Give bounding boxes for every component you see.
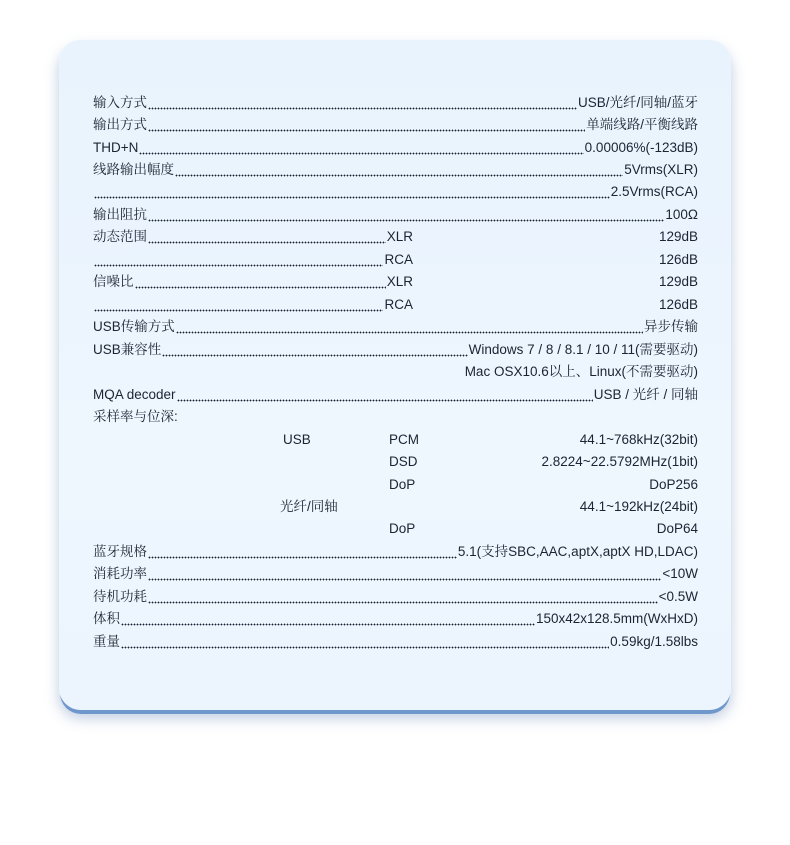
spec-value: <0.5W <box>658 589 698 604</box>
spec-label: 消耗功率 <box>93 566 147 581</box>
spec-value: 0.59kg/1.58lbs <box>610 634 698 649</box>
spec-label: MQA decoder <box>93 387 176 402</box>
sample-format: DoP <box>389 521 416 536</box>
spec-row-amplitude-rca <box>93 181 698 203</box>
spec-row-volume <box>93 608 698 630</box>
dot-leader <box>148 563 661 585</box>
sample-source: 光纤/同轴 <box>280 499 338 514</box>
spec-value: Mac OSX10.6以上、Linux(不需要驱动) <box>464 364 698 379</box>
dot-leader <box>121 631 609 653</box>
spec-label: USB兼容性 <box>93 342 162 357</box>
dot-leader <box>148 114 585 136</box>
spec-row-impedance <box>93 204 698 226</box>
spec-key: XLR <box>386 229 413 244</box>
dot-leader <box>94 294 383 316</box>
dot-leader <box>148 204 664 226</box>
spec-value: 126dB <box>658 252 698 267</box>
sample-value: 44.1~192kHz(24bit) <box>579 499 698 514</box>
spec-row-usb-compat <box>93 339 698 361</box>
dot-leader <box>94 181 610 203</box>
spec-label: 输出阻抗 <box>93 207 147 222</box>
spec-value: 异步传输 <box>644 319 698 334</box>
spec-row-power <box>93 563 698 585</box>
spec-value: 0.00006%(-123dB) <box>584 140 698 155</box>
spec-label: 体积 <box>93 611 120 626</box>
spec-row-weight <box>93 631 698 653</box>
spec-row-dynamic-xlr <box>93 226 698 248</box>
spec-label: 采样率与位深: <box>93 409 178 424</box>
dot-leader <box>121 608 535 630</box>
spec-value: USB/光纤/同轴/蓝牙 <box>577 95 698 110</box>
sample-row-dop <box>93 474 698 496</box>
dot-leader <box>135 271 386 293</box>
sample-value: DoP64 <box>656 521 698 536</box>
spec-label: 线路输出幅度 <box>93 162 174 177</box>
spec-label: 待机功耗 <box>93 589 147 604</box>
spec-row-bluetooth <box>93 541 698 563</box>
spec-label: 蓝牙规格 <box>93 544 147 559</box>
spec-key: XLR <box>386 274 413 289</box>
spec-label: 信噪比 <box>93 274 134 289</box>
spec-row-amplitude-xlr <box>93 159 698 181</box>
sample-row-pcm <box>93 429 698 451</box>
spec-value: 129dB <box>658 274 698 289</box>
sample-value: DoP256 <box>649 477 698 492</box>
dot-leader <box>148 92 577 114</box>
spec-value: USB / 光纤 / 同轴 <box>593 387 698 402</box>
spec-row-standby <box>93 586 698 608</box>
spec-row-output <box>93 114 698 136</box>
spec-row-usb-compat-2 <box>93 361 698 383</box>
spec-label: THD+N <box>93 140 139 155</box>
sample-format: DoP <box>389 477 416 492</box>
spec-row-sample-rate <box>93 406 698 428</box>
spec-value: 129dB <box>658 229 698 244</box>
sample-row-dsd <box>93 451 698 473</box>
spec-label: 重量 <box>93 634 120 649</box>
dot-leader <box>176 316 643 338</box>
spec-value: 5.1(支持SBC,AAC,aptX,aptX HD,LDAC) <box>457 544 698 559</box>
dot-leader <box>148 541 457 563</box>
sample-format: DSD <box>389 454 418 469</box>
spec-value: 150x42x128.5mm(WxHxD) <box>535 611 698 626</box>
dot-leader <box>148 586 658 608</box>
dot-leader <box>175 159 623 181</box>
spec-value: 126dB <box>658 297 698 312</box>
spec-row-snr-rca <box>93 294 698 316</box>
dot-leader <box>162 339 467 361</box>
spec-row-mqa <box>93 384 698 406</box>
dot-leader <box>94 249 383 271</box>
dot-leader <box>139 137 583 159</box>
spec-key: RCA <box>384 252 413 267</box>
spec-label: 动态范围 <box>93 229 147 244</box>
spec-value: 5Vrms(XLR) <box>624 162 698 177</box>
dot-leader <box>177 384 593 406</box>
sample-value: 2.8224~22.5792MHz(1bit) <box>541 454 698 469</box>
spec-value: 单端线路/平衡线路 <box>586 117 698 132</box>
spec-row-input <box>93 92 698 114</box>
sample-format: PCM <box>389 432 419 447</box>
spec-label: 输出方式 <box>93 117 147 132</box>
spec-label: USB传输方式 <box>93 319 175 334</box>
sample-value: 44.1~768kHz(32bit) <box>579 432 698 447</box>
sample-source: USB <box>283 432 311 447</box>
sample-row-optical-dop <box>93 518 698 540</box>
spec-value: Windows 7 / 8 / 8.1 / 10 / 11(需要驱动) <box>468 342 698 357</box>
spec-row-thdn <box>93 137 698 159</box>
sample-row-optical <box>93 496 698 518</box>
spec-label: 输入方式 <box>93 95 147 110</box>
spec-value: 100Ω <box>665 207 698 222</box>
spec-key: RCA <box>384 297 413 312</box>
spec-row-snr-xlr <box>93 271 698 293</box>
spec-value: 2.5Vrms(RCA) <box>610 184 698 199</box>
spec-value: <10W <box>662 566 698 581</box>
spec-row-dynamic-rca <box>93 249 698 271</box>
spec-row-usb-transfer <box>93 316 698 338</box>
dot-leader <box>148 226 386 248</box>
